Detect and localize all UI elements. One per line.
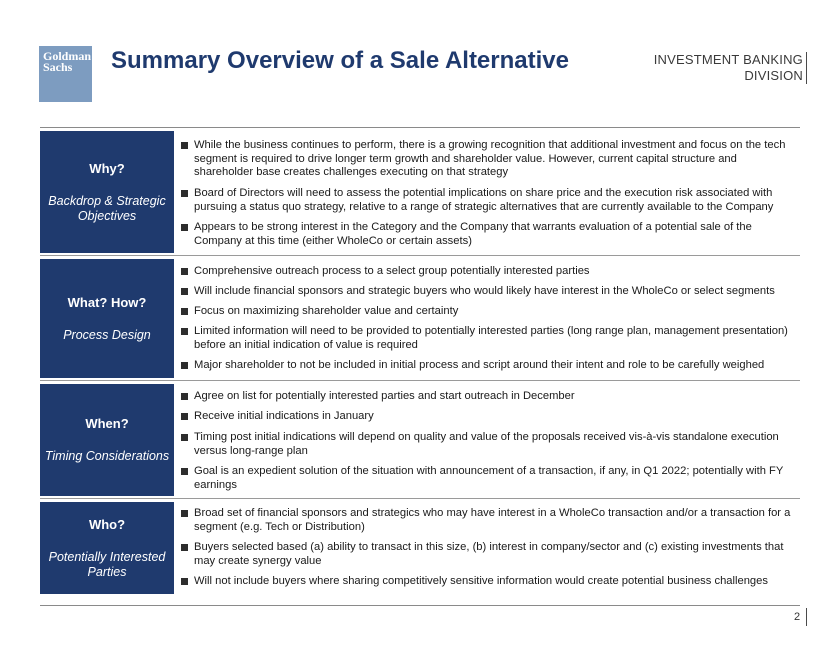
bullet-square-icon (181, 308, 188, 315)
division-divider (806, 52, 807, 84)
bullet-text: Buyers selected based (a) ability to transact in this size, (b) interest in company/sector and (c) existing investments that may create synergy value (194, 541, 784, 567)
section-label-who (40, 502, 174, 594)
bullet-square-icon (181, 510, 188, 517)
bullet-square-icon (181, 190, 188, 197)
bottom-rule (40, 605, 800, 606)
bullet-square-icon (181, 328, 188, 335)
section-question: When? (85, 416, 129, 431)
section-what-how (40, 259, 800, 378)
bullet-text: Will include financial sponsors and strategic buyers who would likely have interest in the WholeCo or select segments (194, 285, 775, 297)
bullet-square-icon (181, 393, 188, 400)
section-label-why (40, 131, 174, 253)
bullet-square-icon (181, 468, 188, 475)
division-line-1: INVESTMENT BANKING (653, 52, 803, 67)
section-subtitle: Backdrop & Strategic Objectives (48, 193, 166, 223)
top-rule (40, 127, 800, 128)
section-who (40, 502, 800, 594)
page-number: 2 (794, 611, 801, 623)
bullet-text: Agree on list for potentially interested parties and start outreach in December (194, 390, 575, 402)
bullet-text: Appears to be strong interest in the Category and the Company that warrants evaluation of a potential sale of the Company at this time (either WholeCo or certain assets) (194, 221, 752, 247)
section-question: What? How? (67, 294, 147, 310)
logo-line-2: Sachs (43, 60, 73, 74)
section-question: Who? (88, 516, 126, 532)
division-label (654, 52, 803, 84)
section-subtitle: Timing Considerations (44, 449, 170, 463)
bullet-square-icon (181, 362, 188, 369)
bullet-square-icon (181, 413, 188, 420)
section-divider (40, 380, 800, 381)
bullet-square-icon (181, 288, 188, 295)
bullet-text: Comprehensive outreach process to a select group potentially interested parties (194, 265, 590, 277)
section-label-what-how (40, 259, 174, 378)
bullet-text: Receive initial indications in January (194, 410, 374, 422)
bullet-text: Focus on maximizing shareholder value and certainty (194, 305, 459, 317)
bullet-square-icon (181, 434, 188, 441)
section-when (40, 384, 800, 496)
page-number-divider (806, 608, 807, 626)
bullet-text: While the business continues to perform, there is a growing recognition that additional investment and focus on the tech segment is required to drive longer term growth and shareholder value. However, current capital structure and shareholder base creates challenges executing on that strategy (194, 139, 786, 179)
bullet-text: Will not include buyers where sharing competitively sensitive information would create potential business challenges (194, 575, 768, 587)
section-why (40, 131, 800, 253)
division-line-2: DIVISION (744, 68, 803, 83)
section-label-when (40, 384, 174, 496)
logo-line-1: Goldman (43, 49, 92, 63)
page-title: Summary Overview of a Sale Alternative (111, 47, 569, 74)
bullet-square-icon (181, 224, 188, 231)
bullet-text: Major shareholder to not be included in initial process and script around their intent and role to be carefully weighed (194, 359, 765, 371)
bullet-square-icon (181, 544, 188, 551)
goldman-sachs-logo (39, 46, 92, 102)
section-question: Why? (89, 160, 125, 176)
bullet-text: Limited information will need to be provided to potentially interested parties (long range plan, management presentation) before an initial indication of value is required (194, 325, 788, 351)
section-subtitle: Process Design (63, 327, 151, 342)
section-divider (40, 255, 800, 256)
section-divider (40, 498, 800, 499)
bullet-text: Broad set of financial sponsors and strategics who may have interest in a WholeCo transaction and/or a transaction for a segment (e.g. Tech or Distribution) (194, 507, 791, 533)
bullet-square-icon (181, 578, 188, 585)
bullet-text: Goal is an expedient solution of the situation with announcement of a transaction, if any, in Q1 2022; potentially with FY earnings (194, 465, 784, 491)
bullet-square-icon (181, 142, 188, 149)
bullet-text: Timing post initial indications will depend on quality and value of the proposals received vis-à-vis standalone execution versus long-range plan (194, 431, 779, 457)
bullet-text: Board of Directors will need to assess the potential implications on share price and the execution risk associated with pursuing a status quo strategy, relative to a range of strategic alternatives that are currently available to the Company (194, 187, 774, 213)
bullet-square-icon (181, 268, 188, 275)
section-subtitle: Potentially Interested Parties (48, 549, 166, 579)
